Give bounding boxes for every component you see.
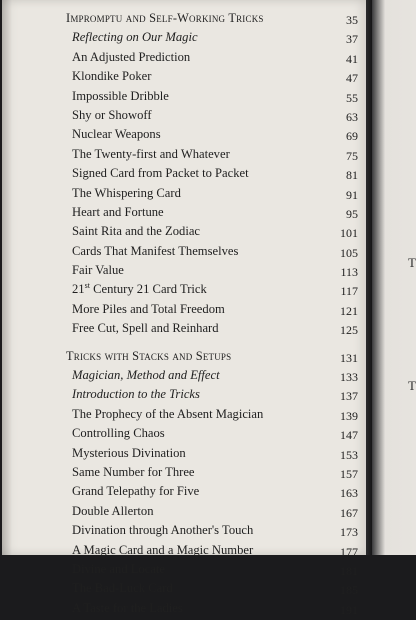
toc-entry (2, 502, 368, 521)
toc-entry (2, 87, 368, 106)
entry-title: A Magic Card and a Magic Number (72, 542, 254, 557)
entry-title: The Whispering Card (72, 185, 181, 200)
toc-entry (2, 521, 368, 540)
toc-entry (2, 164, 368, 183)
toc-entry (2, 482, 368, 501)
page-number: 181 (340, 563, 358, 578)
entry-title: Impossible Dribble (72, 88, 169, 103)
right-page-glyph: T (408, 378, 416, 393)
page-number: 47 (346, 71, 358, 86)
page-number: 125 (340, 323, 358, 338)
entry-title: Introduction to the Tricks (72, 387, 200, 402)
toc-entry (2, 405, 368, 424)
table-of-contents (2, 9, 368, 618)
entry-title: Shy or Showoff (72, 107, 152, 122)
page-number: 153 (340, 447, 358, 462)
page-number: 117 (340, 284, 358, 299)
page-number: 157 (340, 466, 358, 481)
left-page (2, 0, 368, 617)
toc-entry (2, 184, 368, 203)
entry-title: Nuclear Weapons (72, 127, 161, 142)
toc-entry (2, 203, 368, 222)
section-spacer (2, 339, 368, 347)
entry-title: The Prophecy of the Absent Magician (72, 406, 264, 421)
entry-title: 21st Century 21 Card Trick (72, 281, 207, 297)
page-number: 173 (340, 525, 358, 540)
entry-title: A Taste for the Ladies (72, 600, 183, 615)
toc-entry (2, 366, 368, 385)
entry-title: Same Number for Three (72, 464, 195, 479)
entry-title: Magician, Method and Effect (72, 368, 220, 383)
toc-entry (2, 125, 368, 144)
entry-title: An Adjusted Prediction (72, 49, 191, 64)
entry-title: Mysterious Divination (72, 445, 186, 460)
toc-entry (2, 385, 368, 404)
entry-title: The Bad-Luck Card (72, 581, 173, 596)
toc-entry (2, 560, 368, 579)
page-number: 185 (340, 583, 358, 598)
right-page (372, 0, 416, 555)
page-number: 137 (340, 389, 358, 404)
entry-title: Cards That Manifest Themselves (72, 243, 239, 258)
page-number: 167 (340, 505, 358, 520)
toc-entry (2, 261, 368, 280)
page-number: 113 (340, 265, 358, 280)
page-number: 191 (340, 602, 358, 617)
entry-title: Divination through Another's Touch (72, 523, 254, 538)
page-number: 69 (346, 129, 358, 144)
toc-entry (2, 242, 368, 261)
entry-title: Double Allerton (72, 503, 154, 518)
entry-title: Controlling Chaos (72, 426, 165, 441)
entry-title: Saint Rita and the Zodiac (72, 224, 201, 239)
entry-title: Signed Card from Packet to Packet (72, 166, 249, 181)
page-number: 75 (346, 148, 358, 163)
entry-title: Reflecting on Our Magic (72, 30, 198, 45)
entry-title: The Twenty-first and Whatever (72, 146, 230, 161)
toc-entry (2, 463, 368, 482)
toc-entry (2, 145, 368, 164)
entry-title: Grand Telepathy for Five (72, 484, 200, 499)
entry-title: Fair Value (72, 263, 124, 278)
page-number: 133 (340, 370, 358, 385)
toc-entry (2, 319, 368, 338)
toc-entry (2, 280, 368, 299)
page-number: 35 (346, 13, 358, 27)
page-number: 81 (346, 168, 358, 183)
entry-title: Free Cut, Spell and Reinhard (72, 321, 219, 336)
page-number: 163 (340, 486, 358, 501)
toc-entry (2, 222, 368, 241)
section-heading (2, 9, 368, 28)
page-number: 147 (340, 428, 358, 443)
page-number: 105 (340, 245, 358, 260)
toc-entry (2, 444, 368, 463)
entry-title: Heart and Fortune (72, 204, 164, 219)
page-number: 55 (346, 90, 358, 105)
toc-entry (2, 541, 368, 560)
section-heading (2, 347, 368, 366)
entry-title: Divine and Locate (72, 561, 166, 576)
toc-entry (2, 579, 368, 598)
page-number: 95 (346, 206, 358, 221)
page-number: 37 (346, 32, 358, 47)
page-number: 131 (340, 350, 358, 365)
toc-entry (2, 48, 368, 67)
page-number: 139 (340, 408, 358, 423)
toc-entry (2, 424, 368, 443)
toc-entry (2, 300, 368, 319)
page-number: 63 (346, 109, 358, 124)
page-number: 91 (346, 187, 358, 202)
page-number: 177 (340, 544, 358, 559)
entry-title: More Piles and Total Freedom (72, 301, 225, 316)
section-title: Tricks with Stacks and Setups (66, 348, 232, 363)
toc-entry (2, 28, 368, 47)
page-number: 101 (340, 226, 358, 241)
toc-entry (2, 67, 368, 86)
entry-title: Klondike Poker (72, 69, 152, 84)
page-number: 41 (346, 51, 358, 66)
toc-entry (2, 599, 368, 618)
section-title: Impromptu and Self-Working Tricks (66, 11, 264, 25)
right-page-glyph: T (408, 255, 416, 270)
toc-entry (2, 106, 368, 125)
page-number: 121 (340, 303, 358, 318)
